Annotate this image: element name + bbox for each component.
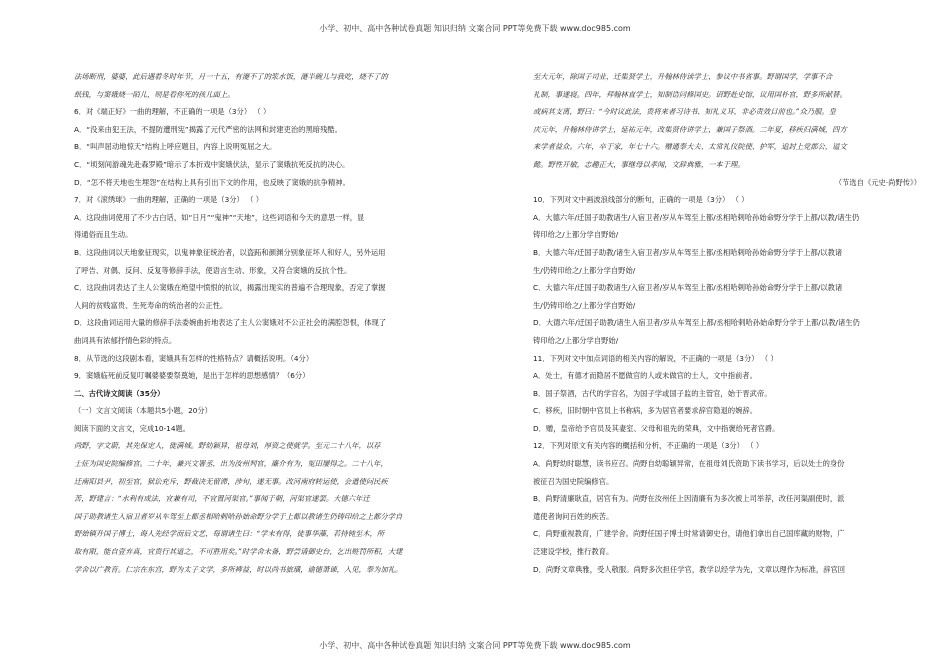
text-line: 泛建设学校，推行教育。 (533, 547, 614, 557)
text-line: 铸印给之/上都分学自野始/ (533, 230, 619, 240)
text-line: B．这段曲词以天地象征现实，以鬼神象征统治者，以盗跖和颜渊分别象征坏人和好人，另外运用 (74, 247, 386, 257)
text-line: A．处士，有德才而隐居不愿做官的人或未做官的士人，文中指前者。 (533, 371, 757, 381)
page-header: 小学、初中、高中各种试卷真题 知识归纳 文案合同 PPT等免费下载 www.doc985.com (319, 24, 631, 33)
text-line: C．大德六年/迁国子助教诸生/入宿卫者/岁从车驾至上都/丞相哈剌哈孙始命野分学于上都/以教诸 (533, 283, 843, 293)
text-line: B．国子祭酒，古代的学官名，为国子学或国子监的主管官，始于晋武帝。 (533, 388, 772, 398)
text-line: 11．下列对文中加点词语的相关内容的解说，不正确的一项是（3分） （ ） (533, 353, 778, 363)
page-footer: 小学、初中、高中各种试卷真题 知识归纳 文案合同 PPT等免费下载 www.doc985.com (319, 641, 631, 650)
text-line: D．赠，皇帝给予官员及其妻室、父母和祖先的荣典，文中指褒给死者官爵。 (533, 423, 780, 433)
text-line: 遣使者询问百姓的疾苦。 (533, 511, 614, 521)
text-line: 学舍以广教育。仁宗在东宫，野为太子文学，多所裨益，时以尚书旅璜，谕德萧谏，入见，奉为加礼。 (74, 564, 403, 574)
text-line: 9．窦娥临死前反复叮嘱婆婆要祭奠她，是出于怎样的思想感情？（6分） (74, 371, 310, 381)
text-line: C．移疾，旧时朝中官员上书称病，多为居官者要求辞官隐退的婉辞。 (533, 406, 757, 416)
text-line: 苦，野建言：“水利有成法，宜兼有司，不宜置河渠官。”事闻于朝，河渠官遂罢。大德六年迁 (74, 494, 370, 504)
text-line: 国子助教诸生入宿卫者岁从车驾至上都丞相哈剌哈孙始命野分学于上都以教诸生仍铸印给之上都分学自 (74, 511, 403, 521)
text-line: D．“怎不将天地也生埋怨”在结构上具有引出下文的作用，也反映了窦娥的抗争精神。 (74, 177, 350, 187)
text-line: A．这段曲词使用了不少古白话，如“日月”“鬼神”“天地”，这些词语和今天的意思一样，显 (74, 212, 365, 222)
right-column (533, 68, 921, 578)
text-line: （节选自《元史·尚野传》） (834, 177, 921, 187)
text-line: 8．从节选的这段剧本看，窦娥具有怎样的性格特点？请概括说明。（4分） (74, 353, 314, 363)
text-line: 纸钱，与窦娥烧一陌儿，则是看你死的孩儿面上。 (74, 89, 235, 99)
text-line: 或病其支离，野曰：“今时议此法，贵将来者习诗书、知礼义耳，非必责效目前也。”众乃服。皇 (533, 107, 836, 117)
text-line: 野始镇升国子博士，诲人先经学而后文艺，每谓诸生曰：“学未有得，徒事华藻，若持钝至木，所 (74, 529, 385, 539)
text-line: 尚野，字文蔚，其先保定人，徙满城。野幼颖异，祖母刘，厚资之使就学。至元二十八年，以荐 (74, 441, 381, 451)
text-line: 礼制，事遂寝。四年，拜翰林直学士，知制诰同修国史。诏野赴史馆，议用国朴官，野多所献替。 (533, 89, 847, 99)
text-line: A．“没来由犯王法，不提防遭刑宪”揭露了元代严密的法网和封建吏治的黑暗残酷。 (74, 124, 342, 134)
text-line: 来学者益众。六年，卒于家，年七十六。赠通奉大夫、太常礼仪院使、护军，追封上党郡公，谥文 (533, 142, 847, 152)
text-line: 士征为国史院编修官。二十年，兼兴文署丞，出为汝州判官，廉介有为，冤田屡得之。二十八年， (74, 459, 388, 469)
text-line: C．“顷刻间游魂先赴森罗殿”暗示了本折戏中窦娥伏法，显示了窦娥抗死反抗的决心。 (74, 159, 350, 169)
text-line: 取有限，能自壹弃真，宜贵行其道之，不可胜用矣。”时学舍未备，野尝请御史台，乞出赃罚所积，大建 (74, 547, 403, 557)
text-line: 10．下列对文中画波浪线部分的断句，正确的一项是（3分） （ ） (533, 195, 749, 205)
text-line: 了呼告、对偶、反问、反复等修辞手法，使语言生动、形象，又符合窦娥的反抗个性。 (74, 265, 352, 275)
text-line: C．这段曲词表达了主人公窦娥在绝望中愤恨的抗议，揭露出现实的普遍不合理现象，否定了掌握 (74, 283, 386, 293)
text-line: 12．下列对原文有关内容的概括和分析，不正确的一项是（3分） （ ） (533, 441, 764, 451)
text-line: 7．对《滚绣球》一曲的理解，正确的一项是（3分） （ ） (74, 195, 264, 205)
text-line: B．尚野清廉耿直，居官有为。尚野在汝州任上因清廉有为多次被上司举荐，改任河渠副使时，派 (533, 494, 845, 504)
text-line: C．尚野重视教育，广建学舍。尚野任国子博士时常请御史台，请他们拿出自己国库藏的财物，广 (533, 529, 845, 539)
text-line: 人间的贫贱富贵、生死寿命的统治者的公正性。 (74, 300, 228, 310)
text-line: 被征召为国史院编修官。 (533, 476, 614, 486)
text-line: 6．对《端正好》一曲的理解，不正确的一项是（3分） （ ） (74, 107, 271, 117)
text-line: 生/仍铸印给之/上都分学自野始/ (533, 300, 636, 310)
text-line: B．“叫声屈动地惊天”结构上呼应题目，内容上说明冤屈之大。 (74, 142, 277, 152)
text-line: 懿。野性开敏，志趣正大，事继母以孝闻，文辞典雅，一本于理。 (533, 159, 745, 169)
text-line: D．这段曲词运用大量的修辞手法委婉曲折地表达了主人公窦娥对不公正社会的满腔怨恨，体现了 (74, 318, 387, 328)
text-line: A．尚野幼时聪慧，读书应召。尚野自幼聪颖异常，在祖母刘氏资助下读书学习，后以处士的身份 (533, 459, 845, 469)
text-line: 二、古代诗文阅读（35分） (74, 388, 165, 398)
text-line: 庆元年，升翰林侍讲学士，延祐元年，改集贤侍讲学士，兼国子祭酒。二年夏，移疾归满城，四方 (533, 124, 847, 134)
text-line: D．尚野文章典雅，受人敬服。尚野多次担任学官，教学以经学为先，文章以理作为标准，辞官回 (533, 564, 846, 574)
text-line: 铸印给之/上都分学自野始/ (533, 335, 619, 345)
text-line: 生/仍铸印给之/上都分学自野始/ (533, 265, 636, 275)
left-column (74, 68, 462, 578)
text-line: 得通俗而且生动。 (74, 230, 133, 240)
text-line: 曲词具有浓郁抒情色彩的特点。 (74, 335, 177, 345)
text-line: B．大德六年/迁国子助教/诸生入宿卫者/岁从车驾至上都/丞相哈剌哈孙始命野分学于上都/以教诸 (533, 247, 843, 257)
text-line: 阅读下面的文言文，完成10-14题。 (74, 423, 191, 433)
text-line: D．大德六年/迁国子助教/诸生入宿卫者/岁从车驾至上都/丞相哈剌哈孙始命野分学于上都/以教/诸生仍 (533, 318, 860, 328)
text-line: 迁南阳县尹，初至官，狱讼充斥，野裁决无留滞，涉旬，遂无事。改河南府转运使，会遣使问民疾 (74, 476, 388, 486)
text-line: 法场断刑，婆婆，此后遇着冬时年节，月一十五，有瀽不了的浆水饭，瀽半碗儿与我吃，烧不了的 (74, 72, 388, 81)
text-line: （一）文言文阅读（本题共5小题，20分） (74, 406, 212, 416)
text-line: A．大德六年/迁国子助教诸生/入宿卫者/岁从车驾至上都/丞相哈剌哈孙始命野分学于上都/以教/诸生仍 (533, 212, 860, 222)
text-line: 至大元年，除国子司业，迁集贤学士，升翰林侍读学士，参议中书省事。野谓国学，学事不合 (533, 72, 833, 81)
